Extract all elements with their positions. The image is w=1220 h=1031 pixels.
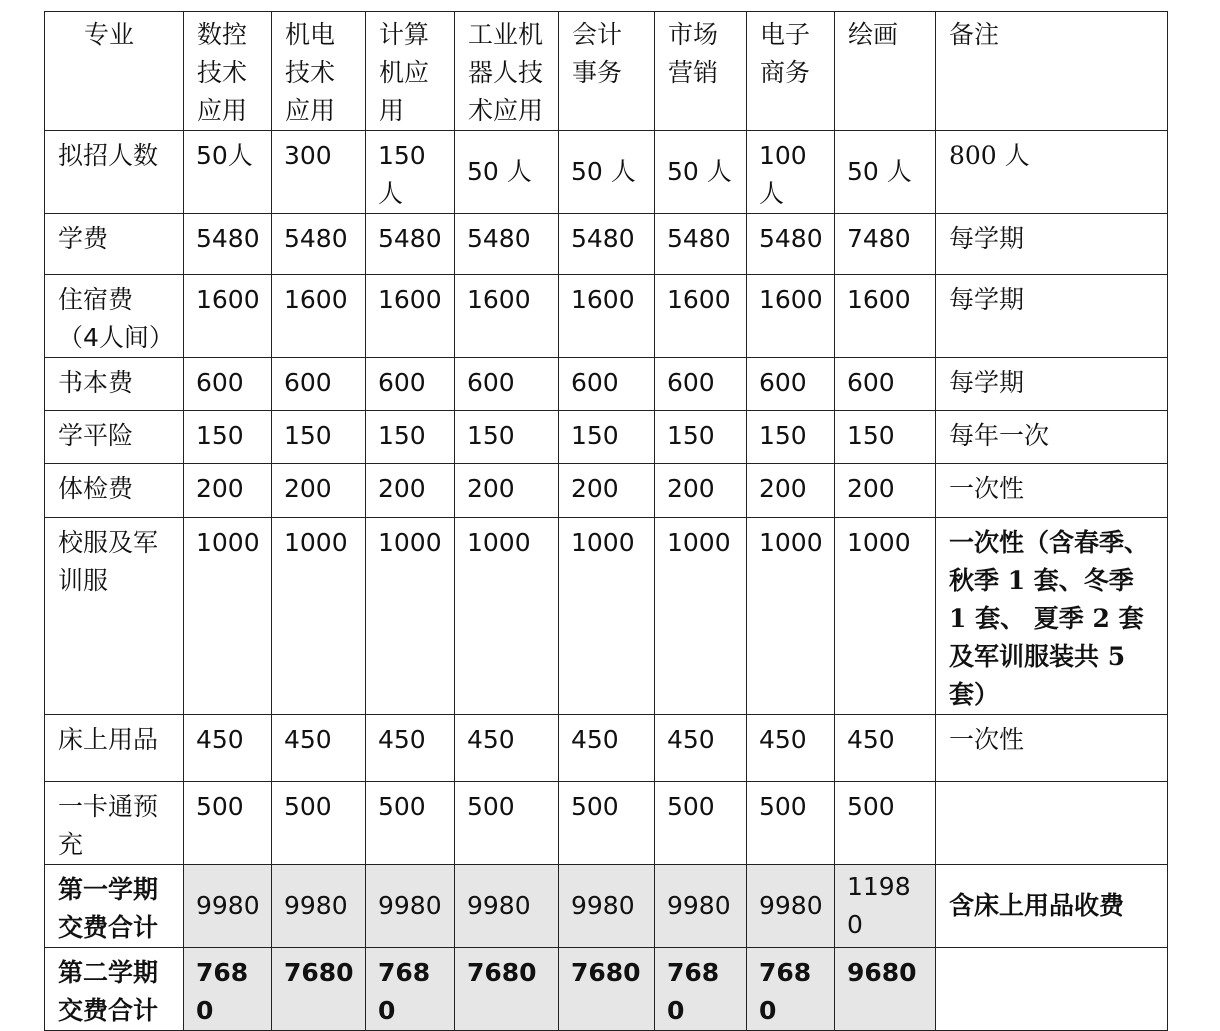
cell-value: 500 — [455, 782, 559, 865]
row-dorm — [45, 275, 1168, 358]
row-label: 书本费 — [45, 358, 184, 411]
cell-value: 5480 — [455, 214, 559, 275]
row-label: 第一学期交费合计 — [45, 865, 184, 948]
cell-value: 1000 — [184, 518, 272, 715]
cell-value: 1600 — [184, 275, 272, 358]
cell-value: 7480 — [835, 214, 936, 275]
cell-value: 9980 — [184, 865, 272, 948]
cell-value: 9980 — [747, 865, 835, 948]
cell-value: 600 — [835, 358, 936, 411]
cell-value: 500 — [559, 782, 655, 865]
cell-value: 450 — [184, 715, 272, 782]
cell-value: 50 人 — [455, 131, 559, 214]
header-major: 数控技术应用 — [184, 12, 272, 131]
cell-value: 1600 — [655, 275, 747, 358]
cell-value: 9980 — [559, 865, 655, 948]
header-note: 备注 — [936, 12, 1168, 131]
cell-value: 1600 — [272, 275, 366, 358]
cell-value: 5480 — [559, 214, 655, 275]
cell-value: 7680 — [366, 948, 455, 1031]
cell-value: 150 — [559, 411, 655, 464]
header-major: 机电技术应用 — [272, 12, 366, 131]
header-major: 会计事务 — [559, 12, 655, 131]
cell-value: 5480 — [655, 214, 747, 275]
cell-value: 1000 — [655, 518, 747, 715]
cell-value: 1600 — [559, 275, 655, 358]
cell-value: 7680 — [747, 948, 835, 1031]
header-major: 电子商务 — [747, 12, 835, 131]
cell-value: 150人 — [366, 131, 455, 214]
cell-value: 1000 — [455, 518, 559, 715]
row-label: 学费 — [45, 214, 184, 275]
cell-value: 150 — [366, 411, 455, 464]
row-checkup — [45, 464, 1168, 518]
header-major: 计算机应用 — [366, 12, 455, 131]
cell-note: 每学期 — [936, 358, 1168, 411]
cell-value: 150 — [655, 411, 747, 464]
cell-value: 300 — [272, 131, 366, 214]
cell-value: 1600 — [366, 275, 455, 358]
row-label: 学平险 — [45, 411, 184, 464]
cell-note: 一次性（含春季、秋季 1 套、冬季 1 套、 夏季 2 套及军训服装共 5 套） — [936, 518, 1168, 715]
fee-table — [44, 11, 1168, 1031]
cell-value: 150 — [455, 411, 559, 464]
cell-value: 200 — [184, 464, 272, 518]
cell-value: 200 — [272, 464, 366, 518]
cell-value: 500 — [835, 782, 936, 865]
row-label: 校服及军训服 — [45, 518, 184, 715]
cell-value: 1000 — [559, 518, 655, 715]
row-label: 第二学期交费合计 — [45, 948, 184, 1031]
cell-note — [936, 782, 1168, 865]
cell-value: 7680 — [655, 948, 747, 1031]
row-enroll — [45, 131, 1168, 214]
cell-value: 600 — [747, 358, 835, 411]
cell-value: 9980 — [455, 865, 559, 948]
cell-value: 200 — [835, 464, 936, 518]
row-tuition — [45, 214, 1168, 275]
row-total-term2 — [45, 948, 1168, 1031]
cell-note — [936, 948, 1168, 1031]
cell-value: 7680 — [559, 948, 655, 1031]
cell-value: 450 — [559, 715, 655, 782]
cell-value: 5480 — [366, 214, 455, 275]
cell-value: 150 — [835, 411, 936, 464]
cell-value: 1000 — [366, 518, 455, 715]
cell-value: 9980 — [366, 865, 455, 948]
cell-value: 7680 — [455, 948, 559, 1031]
cell-value: 5480 — [184, 214, 272, 275]
cell-value: 450 — [366, 715, 455, 782]
cell-value: 150 — [747, 411, 835, 464]
cell-value: 5480 — [747, 214, 835, 275]
cell-value: 1600 — [835, 275, 936, 358]
cell-value: 200 — [366, 464, 455, 518]
cell-value: 600 — [655, 358, 747, 411]
cell-value: 7680 — [272, 948, 366, 1031]
cell-value: 500 — [272, 782, 366, 865]
row-label: 拟招人数 — [45, 131, 184, 214]
header-major: 市场营销 — [655, 12, 747, 131]
cell-note: 一次性 — [936, 715, 1168, 782]
cell-value: 600 — [455, 358, 559, 411]
cell-note: 每学期 — [936, 275, 1168, 358]
cell-value: 500 — [366, 782, 455, 865]
cell-value: 1000 — [747, 518, 835, 715]
cell-value: 11980 — [835, 865, 936, 948]
cell-value: 9680 — [835, 948, 936, 1031]
cell-value: 200 — [747, 464, 835, 518]
cell-note: 一次性 — [936, 464, 1168, 518]
cell-note: 含床上用品收费 — [936, 865, 1168, 948]
row-label: 床上用品 — [45, 715, 184, 782]
row-label: 住宿费（4人间） — [45, 275, 184, 358]
cell-value: 450 — [747, 715, 835, 782]
cell-value: 500 — [184, 782, 272, 865]
cell-value: 200 — [455, 464, 559, 518]
row-label: 体检费 — [45, 464, 184, 518]
row-label: 一卡通预充 — [45, 782, 184, 865]
cell-value: 600 — [184, 358, 272, 411]
cell-value: 450 — [835, 715, 936, 782]
cell-value: 1600 — [747, 275, 835, 358]
cell-value: 1000 — [835, 518, 936, 715]
cell-value: 500 — [747, 782, 835, 865]
cell-value: 450 — [455, 715, 559, 782]
cell-value: 50 人 — [559, 131, 655, 214]
cell-value: 5480 — [272, 214, 366, 275]
cell-value: 450 — [272, 715, 366, 782]
cell-note: 800 人 — [936, 131, 1168, 214]
cell-note: 每年一次 — [936, 411, 1168, 464]
cell-value: 600 — [272, 358, 366, 411]
cell-value: 200 — [559, 464, 655, 518]
cell-note: 每学期 — [936, 214, 1168, 275]
row-uniform — [45, 518, 1168, 715]
header-row — [45, 12, 1168, 131]
cell-value: 150 — [272, 411, 366, 464]
cell-value: 50 人 — [835, 131, 936, 214]
row-total-term1 — [45, 865, 1168, 948]
header-major-label: 专业 — [45, 12, 184, 131]
cell-value: 100人 — [747, 131, 835, 214]
cell-value: 1000 — [272, 518, 366, 715]
cell-value: 9980 — [655, 865, 747, 948]
row-insurance — [45, 411, 1168, 464]
cell-value: 9980 — [272, 865, 366, 948]
row-books — [45, 358, 1168, 411]
cell-value: 150 — [184, 411, 272, 464]
row-bedding — [45, 715, 1168, 782]
cell-value: 500 — [655, 782, 747, 865]
cell-value: 50人 — [184, 131, 272, 214]
cell-value: 200 — [655, 464, 747, 518]
row-card — [45, 782, 1168, 865]
header-major: 工业机器人技术应用 — [455, 12, 559, 131]
cell-value: 7680 — [184, 948, 272, 1031]
cell-value: 450 — [655, 715, 747, 782]
header-major: 绘画 — [835, 12, 936, 131]
cell-value: 50 人 — [655, 131, 747, 214]
cell-value: 600 — [366, 358, 455, 411]
cell-value: 600 — [559, 358, 655, 411]
cell-value: 1600 — [455, 275, 559, 358]
